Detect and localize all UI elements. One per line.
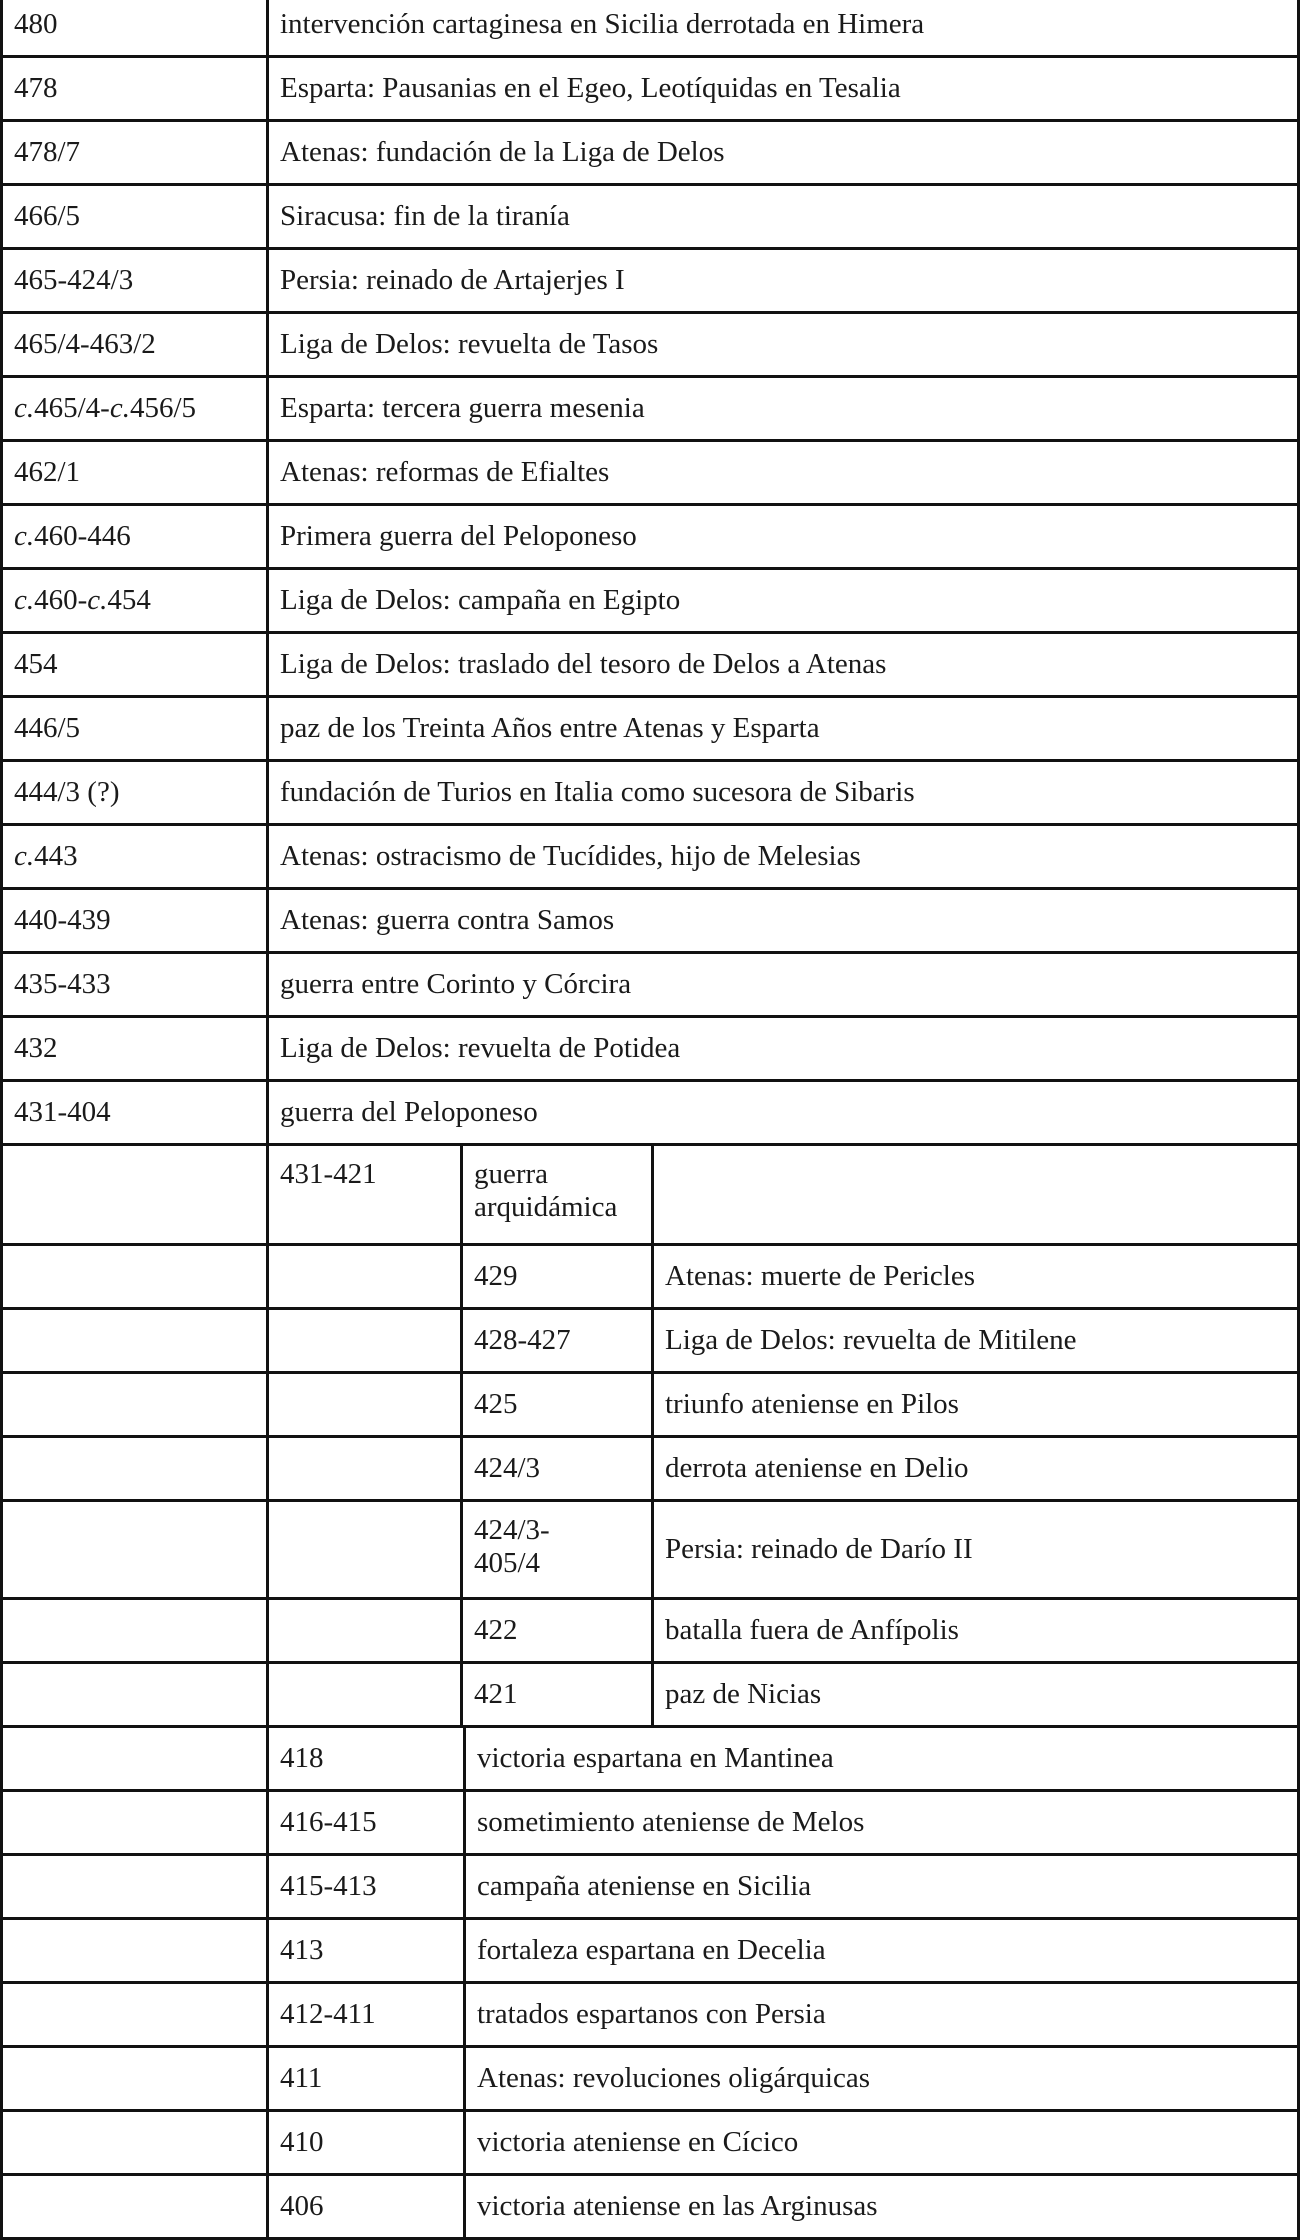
- event-date-cell: 413: [266, 1920, 463, 1981]
- archidamian-event-row: [0, 1600, 1300, 1664]
- subperiod-label: arquidámica: [474, 1191, 618, 1223]
- subperiod-date-cell: 431-421: [266, 1146, 460, 1243]
- event-cell: Persia: reinado de Artajerjes I: [266, 250, 1297, 311]
- date-cell: [3, 1146, 266, 1243]
- subperiod-date-cell: [266, 1246, 460, 1307]
- date-cell: 466/5: [14, 200, 81, 232]
- date-cell: 454: [14, 648, 58, 680]
- event-date-cell: 410: [266, 2112, 463, 2173]
- subperiod-label: guerra: [474, 1158, 549, 1190]
- event-cell: Primera guerra del Peloponeso: [266, 506, 1297, 567]
- date-text: 454: [107, 584, 151, 616]
- date-cell: [3, 2112, 266, 2173]
- event-cell: intervención cartaginesa en Sicilia derrotada en Himera: [266, 0, 1297, 55]
- later-war-row: [0, 1792, 1300, 1856]
- date-cell: [3, 1374, 266, 1435]
- chronology-row: [0, 1018, 1300, 1082]
- later-war-row: [0, 2112, 1300, 2176]
- chronology-row: [0, 58, 1300, 122]
- circa-mark: c.: [14, 520, 35, 552]
- subperiod-date-cell: [266, 1438, 460, 1499]
- later-war-row: [0, 1856, 1300, 1920]
- event-cell: guerra del Peloponeso: [266, 1082, 1297, 1143]
- event-cell: Liga de Delos: traslado del tesoro de Delos a Atenas: [266, 634, 1297, 695]
- date-cell: 462/1: [14, 456, 81, 488]
- event-cell: victoria ateniense en las Arginusas: [463, 2176, 1297, 2237]
- date-cell: [3, 1664, 266, 1725]
- date-cell: [3, 2176, 266, 2237]
- event-date-cell: 411: [266, 2048, 463, 2109]
- chronology-row: [0, 1082, 1300, 1146]
- date-cell: 432: [14, 1032, 58, 1064]
- date-cell: [3, 1856, 266, 1917]
- event-cell: Liga de Delos: revuelta de Tasos: [266, 314, 1297, 375]
- subperiod-date-cell: [266, 1664, 460, 1725]
- date-text: 443: [34, 840, 78, 872]
- event-date-cell: 418: [266, 1728, 463, 1789]
- later-war-row: [0, 1984, 1300, 2048]
- event-cell: Esparta: tercera guerra mesenia: [266, 378, 1297, 439]
- date-cell: [3, 1502, 266, 1597]
- empty-cell: [651, 1146, 1297, 1243]
- later-war-row: [0, 2176, 1300, 2240]
- chronology-row: [0, 506, 1300, 570]
- date-cell: [3, 506, 266, 567]
- archidamian-event-row: [0, 1310, 1300, 1374]
- date-cell: 431-404: [14, 1096, 111, 1128]
- date-text: 405/4: [474, 1547, 541, 1579]
- date-cell: [3, 1600, 266, 1661]
- chronology-row: [0, 826, 1300, 890]
- event-cell: Atenas: guerra contra Samos: [266, 890, 1297, 951]
- archidamian-event-row: [0, 1246, 1300, 1310]
- event-cell: Liga de Delos: campaña en Egipto: [266, 570, 1297, 631]
- date-cell: 465-424/3: [14, 264, 134, 296]
- subperiod-date-cell: [266, 1502, 460, 1597]
- event-date-cell: 406: [266, 2176, 463, 2237]
- subperiod-label-cell: [460, 1146, 651, 1243]
- event-date-cell: 428-427: [460, 1310, 651, 1371]
- event-cell: Siracusa: fin de la tiranía: [266, 186, 1297, 247]
- circa-mark: c.: [109, 392, 130, 424]
- date-cell: [3, 1728, 266, 1789]
- event-cell: Atenas: ostracismo de Tucídides, hijo de Melesias: [266, 826, 1297, 887]
- subperiod-date-cell: [266, 1310, 460, 1371]
- date-cell: [3, 1310, 266, 1371]
- event-cell: Liga de Delos: revuelta de Potidea: [266, 1018, 1297, 1079]
- subperiod-date-cell: [266, 1600, 460, 1661]
- chronology-row: [0, 762, 1300, 826]
- chronology-row: [0, 0, 1300, 58]
- date-cell: [3, 826, 266, 887]
- event-date-cell: 424/3: [460, 1438, 651, 1499]
- archidamian-event-row: [0, 1502, 1300, 1600]
- circa-mark: c.: [87, 584, 108, 616]
- date-cell: 444/3 (?): [14, 776, 120, 808]
- event-date-cell: 429: [460, 1246, 651, 1307]
- event-cell: triunfo ateniense en Pilos: [651, 1374, 1297, 1435]
- date-cell: [3, 570, 266, 631]
- archidamian-event-row: [0, 1374, 1300, 1438]
- date-cell: 446/5: [14, 712, 81, 744]
- date-cell: [3, 1792, 266, 1853]
- chronology-row: [0, 442, 1300, 506]
- event-cell: guerra entre Corinto y Córcira: [266, 954, 1297, 1015]
- event-date-cell: 425: [460, 1374, 651, 1435]
- date-cell: [3, 2048, 266, 2109]
- date-cell: [3, 378, 266, 439]
- date-cell: [3, 1920, 266, 1981]
- chronology-row: [0, 186, 1300, 250]
- event-cell: paz de los Treinta Años entre Atenas y Esparta: [266, 698, 1297, 759]
- date-cell: [3, 1984, 266, 2045]
- event-date-cell: 421: [460, 1664, 651, 1725]
- circa-mark: c.: [14, 392, 35, 424]
- event-cell: Atenas: muerte de Pericles: [651, 1246, 1297, 1307]
- event-cell: campaña ateniense en Sicilia: [463, 1856, 1297, 1917]
- event-cell: derrota ateniense en Delio: [651, 1438, 1297, 1499]
- event-cell: fortaleza espartana en Decelia: [463, 1920, 1297, 1981]
- event-cell: tratados espartanos con Persia: [463, 1984, 1297, 2045]
- date-text: 465/4-: [34, 392, 110, 424]
- chronology-row: [0, 250, 1300, 314]
- event-cell: victoria ateniense en Cícico: [463, 2112, 1297, 2173]
- date-text: 424/3-: [474, 1514, 550, 1546]
- archidamian-event-row: [0, 1664, 1300, 1728]
- event-cell: batalla fuera de Anfípolis: [651, 1600, 1297, 1661]
- date-cell: [3, 1438, 266, 1499]
- date-cell: 478: [14, 72, 58, 104]
- date-cell: 465/4-463/2: [14, 328, 156, 360]
- chronology-row: [0, 122, 1300, 186]
- later-war-row: [0, 1728, 1300, 1792]
- event-cell: Atenas: reformas de Efialtes: [266, 442, 1297, 503]
- date-cell: 480: [14, 8, 58, 40]
- event-cell: fundación de Turios en Italia como sucesora de Sibaris: [266, 762, 1297, 823]
- chronology-row: [0, 890, 1300, 954]
- event-date-cell: 416-415: [266, 1792, 463, 1853]
- chronology-row: [0, 314, 1300, 378]
- event-date-cell: 412-411: [266, 1984, 463, 2045]
- event-cell: sometimiento ateniense de Melos: [463, 1792, 1297, 1853]
- event-cell: Persia: reinado de Darío II: [651, 1502, 1297, 1597]
- archidamian-war-row: [0, 1146, 1300, 1246]
- date-cell: [3, 1246, 266, 1307]
- event-date-cell: 422: [460, 1600, 651, 1661]
- chronology-row: [0, 954, 1300, 1018]
- date-cell: 478/7: [14, 136, 81, 168]
- event-cell: paz de Nicias: [651, 1664, 1297, 1725]
- chronology-row: [0, 634, 1300, 698]
- later-war-row: [0, 1920, 1300, 1984]
- subperiod-date-cell: [266, 1374, 460, 1435]
- event-cell: victoria espartana en Mantinea: [463, 1728, 1297, 1789]
- date-text: 456/5: [129, 392, 197, 424]
- event-date-cell: 415-413: [266, 1856, 463, 1917]
- date-text: 460-446: [34, 520, 131, 552]
- event-cell: Esparta: Pausanias en el Egeo, Leotíquidas en Tesalia: [266, 58, 1297, 119]
- later-war-row: [0, 2048, 1300, 2112]
- chronology-row: [0, 570, 1300, 634]
- date-text: 460-: [34, 584, 88, 616]
- event-cell: Atenas: fundación de la Liga de Delos: [266, 122, 1297, 183]
- chronology-row: [0, 378, 1300, 442]
- circa-mark: c.: [14, 584, 35, 616]
- date-cell: 440-439: [14, 904, 111, 936]
- date-cell: 435-433: [14, 968, 111, 1000]
- chronology-row: [0, 698, 1300, 762]
- archidamian-event-row: [0, 1438, 1300, 1502]
- event-cell: Liga de Delos: revuelta de Mitilene: [651, 1310, 1297, 1371]
- event-cell: Atenas: revoluciones oligárquicas: [463, 2048, 1297, 2109]
- circa-mark: c.: [14, 840, 35, 872]
- event-date-cell: [460, 1502, 651, 1597]
